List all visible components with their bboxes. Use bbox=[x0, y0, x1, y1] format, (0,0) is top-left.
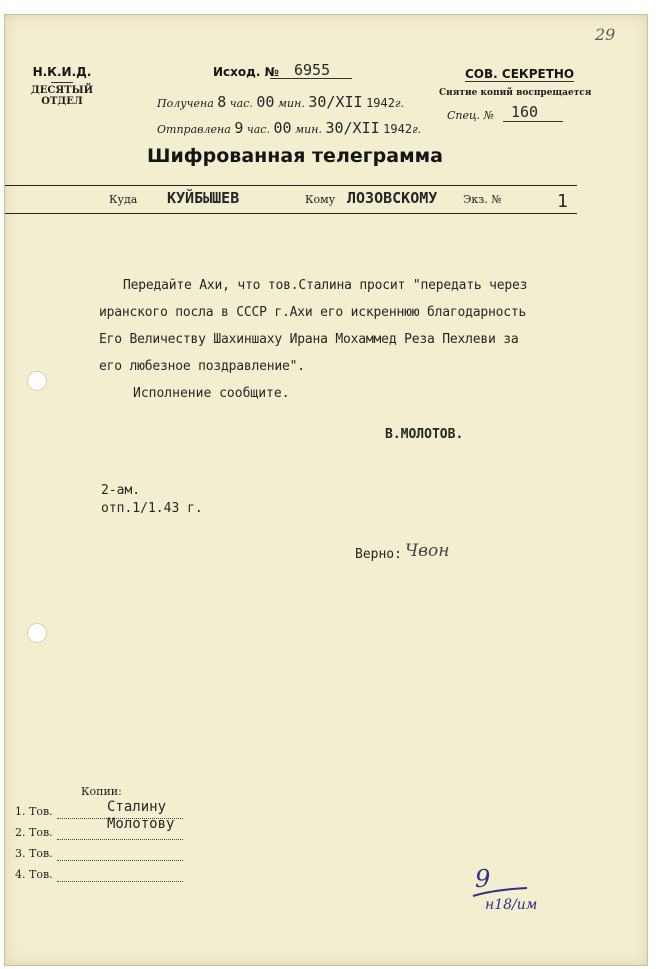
document-title: Шифрованная телеграмма bbox=[147, 145, 443, 167]
to-value: ЛОЗОВСКОМУ bbox=[347, 189, 438, 207]
where-value: КУЙБЫШЕВ bbox=[167, 189, 240, 207]
divider bbox=[51, 82, 73, 83]
sent-hour: 9 bbox=[234, 119, 244, 137]
sent-line bbox=[157, 119, 421, 137]
classification: СОВ. СЕКРЕТНО bbox=[465, 67, 575, 81]
copy-recipient: Молотову bbox=[107, 816, 175, 832]
copy-recipient: Сталину bbox=[107, 799, 167, 815]
annotation-number: 9 bbox=[475, 865, 491, 893]
spec-number: 160 bbox=[511, 103, 539, 121]
hour-label: час. bbox=[229, 97, 253, 110]
annotation-note: н18/им bbox=[485, 897, 538, 913]
department-name: ДЕСЯТЫЙ ОТДЕЛ bbox=[30, 85, 94, 107]
sent-label: Отправлена bbox=[157, 123, 231, 136]
outgoing-number: 6955 bbox=[294, 61, 331, 79]
received-minutes: 00 bbox=[256, 93, 275, 111]
sent-date: 30/XII bbox=[325, 119, 380, 137]
message-line-1: Передайте Ахи, что тов.Сталина просит "передать через bbox=[123, 278, 528, 293]
message-line-2: иранского посла в СССР г.Ахи его искреннюю благодарность bbox=[99, 305, 527, 320]
copy-number-label: Экз. № bbox=[463, 193, 502, 206]
verified-signature: Чвон bbox=[405, 541, 450, 561]
outgoing-label: Исход. № bbox=[213, 65, 280, 79]
spec-underline bbox=[503, 121, 563, 122]
verified-label: Верно: bbox=[355, 547, 402, 562]
annotation-stroke-path bbox=[473, 888, 527, 896]
sent-minutes: 00 bbox=[273, 119, 292, 137]
copy-row-number: 4. Тов. bbox=[15, 868, 53, 881]
routing-bottom-rule bbox=[5, 213, 577, 214]
message-line-3: Его Величеству Шахиншаху Ирана Мохаммед Реза Пехлеви за bbox=[99, 332, 519, 347]
message-line-5: Исполнение сообщите. bbox=[133, 386, 290, 401]
copy-row bbox=[15, 843, 185, 865]
minute-label: мин. bbox=[277, 97, 305, 110]
copy-prohibited-note: Снятие копий воспрещается bbox=[439, 88, 592, 98]
hour-label: час. bbox=[246, 123, 270, 136]
where-label: Куда bbox=[109, 193, 138, 206]
archive-page-number: 29 bbox=[595, 25, 616, 44]
copies-label: Копии: bbox=[81, 785, 122, 798]
org-name: Н.К.И.Д. bbox=[32, 65, 92, 79]
note-copies: 2-ам. bbox=[101, 483, 141, 498]
received-year: 1942 bbox=[366, 96, 395, 110]
routing-top-rule bbox=[5, 185, 577, 186]
sent-year: 1942 bbox=[383, 122, 413, 136]
spec-label: Спец. № bbox=[447, 109, 495, 122]
copy-row-number: 1. Тов. bbox=[15, 805, 53, 818]
minute-label: мин. bbox=[295, 123, 322, 136]
copy-row-number: 2. Тов. bbox=[15, 826, 53, 839]
received-hour: 8 bbox=[217, 93, 227, 111]
message-line-4: его любезное поздравление". bbox=[99, 359, 305, 374]
received-line bbox=[157, 93, 404, 111]
year-suffix: г. bbox=[394, 97, 405, 110]
copy-row-number: 3. Тов. bbox=[15, 847, 53, 860]
punch-hole bbox=[27, 371, 47, 391]
to-label: Кому bbox=[305, 193, 336, 206]
telegram-sheet bbox=[4, 14, 648, 966]
copy-row bbox=[15, 864, 185, 886]
signature-molotov: В.МОЛОТОВ. bbox=[385, 427, 464, 442]
received-label: Получена bbox=[157, 97, 214, 110]
note-date: отп.1/1.43 г. bbox=[101, 501, 203, 516]
copy-number-value: 1 bbox=[557, 191, 568, 212]
punch-hole bbox=[27, 623, 47, 643]
year-suffix: г. bbox=[412, 123, 422, 136]
copy-row bbox=[15, 816, 185, 844]
received-date: 30/XII bbox=[308, 93, 363, 111]
